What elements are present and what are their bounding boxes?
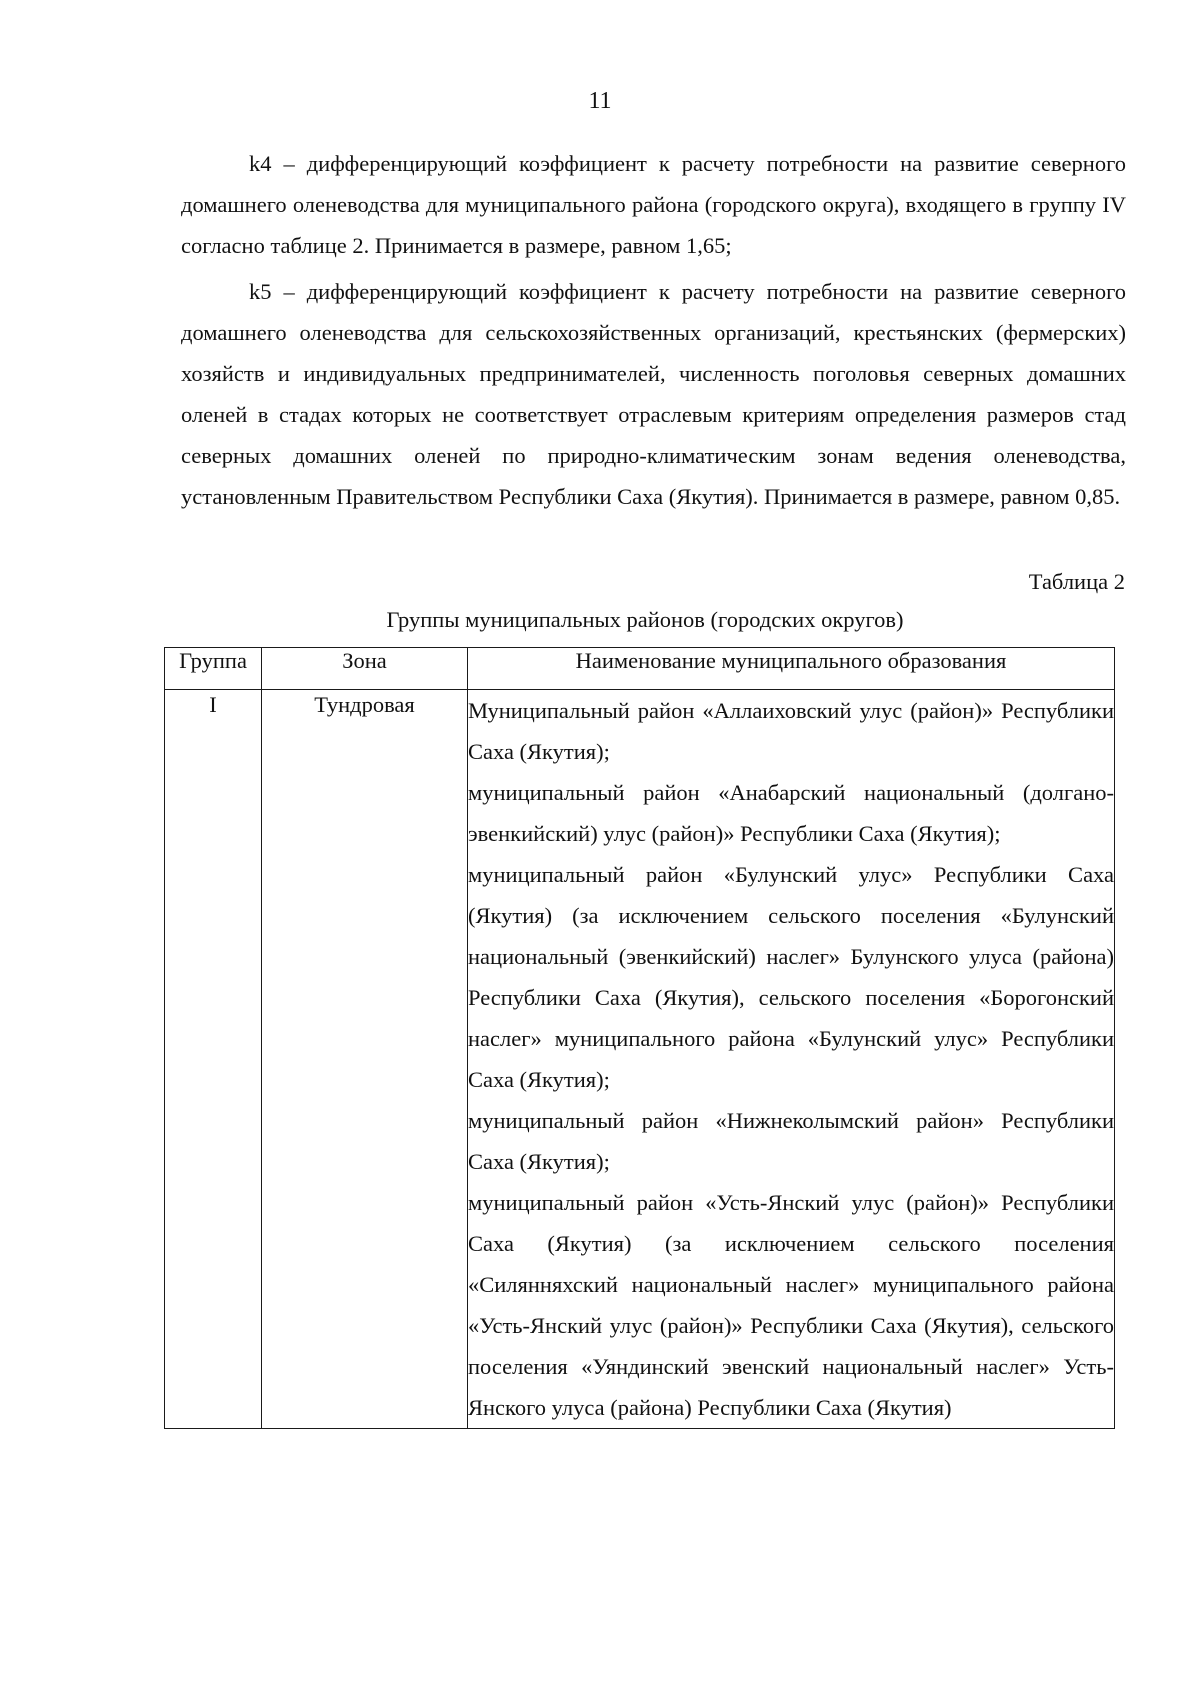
municipality-entry: муниципальный район «Анабарский национальный (долгано-эвенкийский) улус (район)» Республики Саха (Якутия);	[468, 780, 1114, 846]
cell-zone: Тундровая	[262, 690, 468, 1429]
municipal-groups-table	[164, 647, 1115, 1429]
table-label: Таблица 2	[1028, 569, 1125, 594]
cell-group: I	[165, 690, 262, 1429]
municipality-entry: муниципальный район «Усть-Янский улус (район)» Республики Саха (Якутия) (за исключением сельского поселения «Силянняхский национальный наслег» муниципального района «Усть-Янский улус (район)» Республики Саха (Якутия), сельского поселения «Уяндинский эвенский национальный наслег» Усть-Янского улуса (района) Республики Саха (Якутия)	[468, 1190, 1114, 1420]
page-number: 11	[588, 88, 612, 114]
cell-municipality-names	[468, 690, 1115, 1429]
header-name: Наименование муниципального образования	[468, 648, 1115, 690]
table-row	[165, 690, 1115, 1429]
municipality-entry: муниципальный район «Нижнеколымский район» Республики Саха (Якутия);	[468, 1108, 1114, 1174]
header-group: Группа	[165, 648, 262, 690]
header-zone: Зона	[262, 648, 468, 690]
table-title: Группы муниципальных районов (городских округов)	[386, 607, 904, 632]
municipality-entry: Муниципальный район «Аллаиховский улус (район)» Республики Саха (Якутия);	[468, 698, 1114, 764]
paragraph-k5: k5 – дифференцирующий коэффициент к расчету потребности на развитие северного домашнего оленеводства для сельскохозяйственных организаций, крестьянских (фермерских) хозяйств и индивидуальных предпринимателей, численность поголовья северных домашних оленей в стадах которых не соответствует отраслевым критериям определения размеров стад северных домашних оленей по природно-климатическим зонам ведения оленеводства, установленным Правительством Республики Саха (Якутия). Принимается в размере, равном 0,85.	[181, 279, 1126, 509]
municipality-entry: муниципальный район «Булунский улус» Республики Саха (Якутия) (за исключением сельского поселения «Булунский национальный (эвенкийский) наслег» Булунского улуса (района) Республики Саха (Якутия), сельского поселения «Борогонский наслег» муниципального района «Булунский улус» Республики Саха (Якутия);	[468, 862, 1114, 1092]
paragraph-k4: k4 – дифференцирующий коэффициент к расчету потребности на развитие северного домашнего оленеводства для муниципального района (городского округа), входящего в группу IV согласно таблице 2. Принимается в размере, равном 1,65;	[181, 151, 1126, 258]
table-header-row	[165, 648, 1115, 690]
